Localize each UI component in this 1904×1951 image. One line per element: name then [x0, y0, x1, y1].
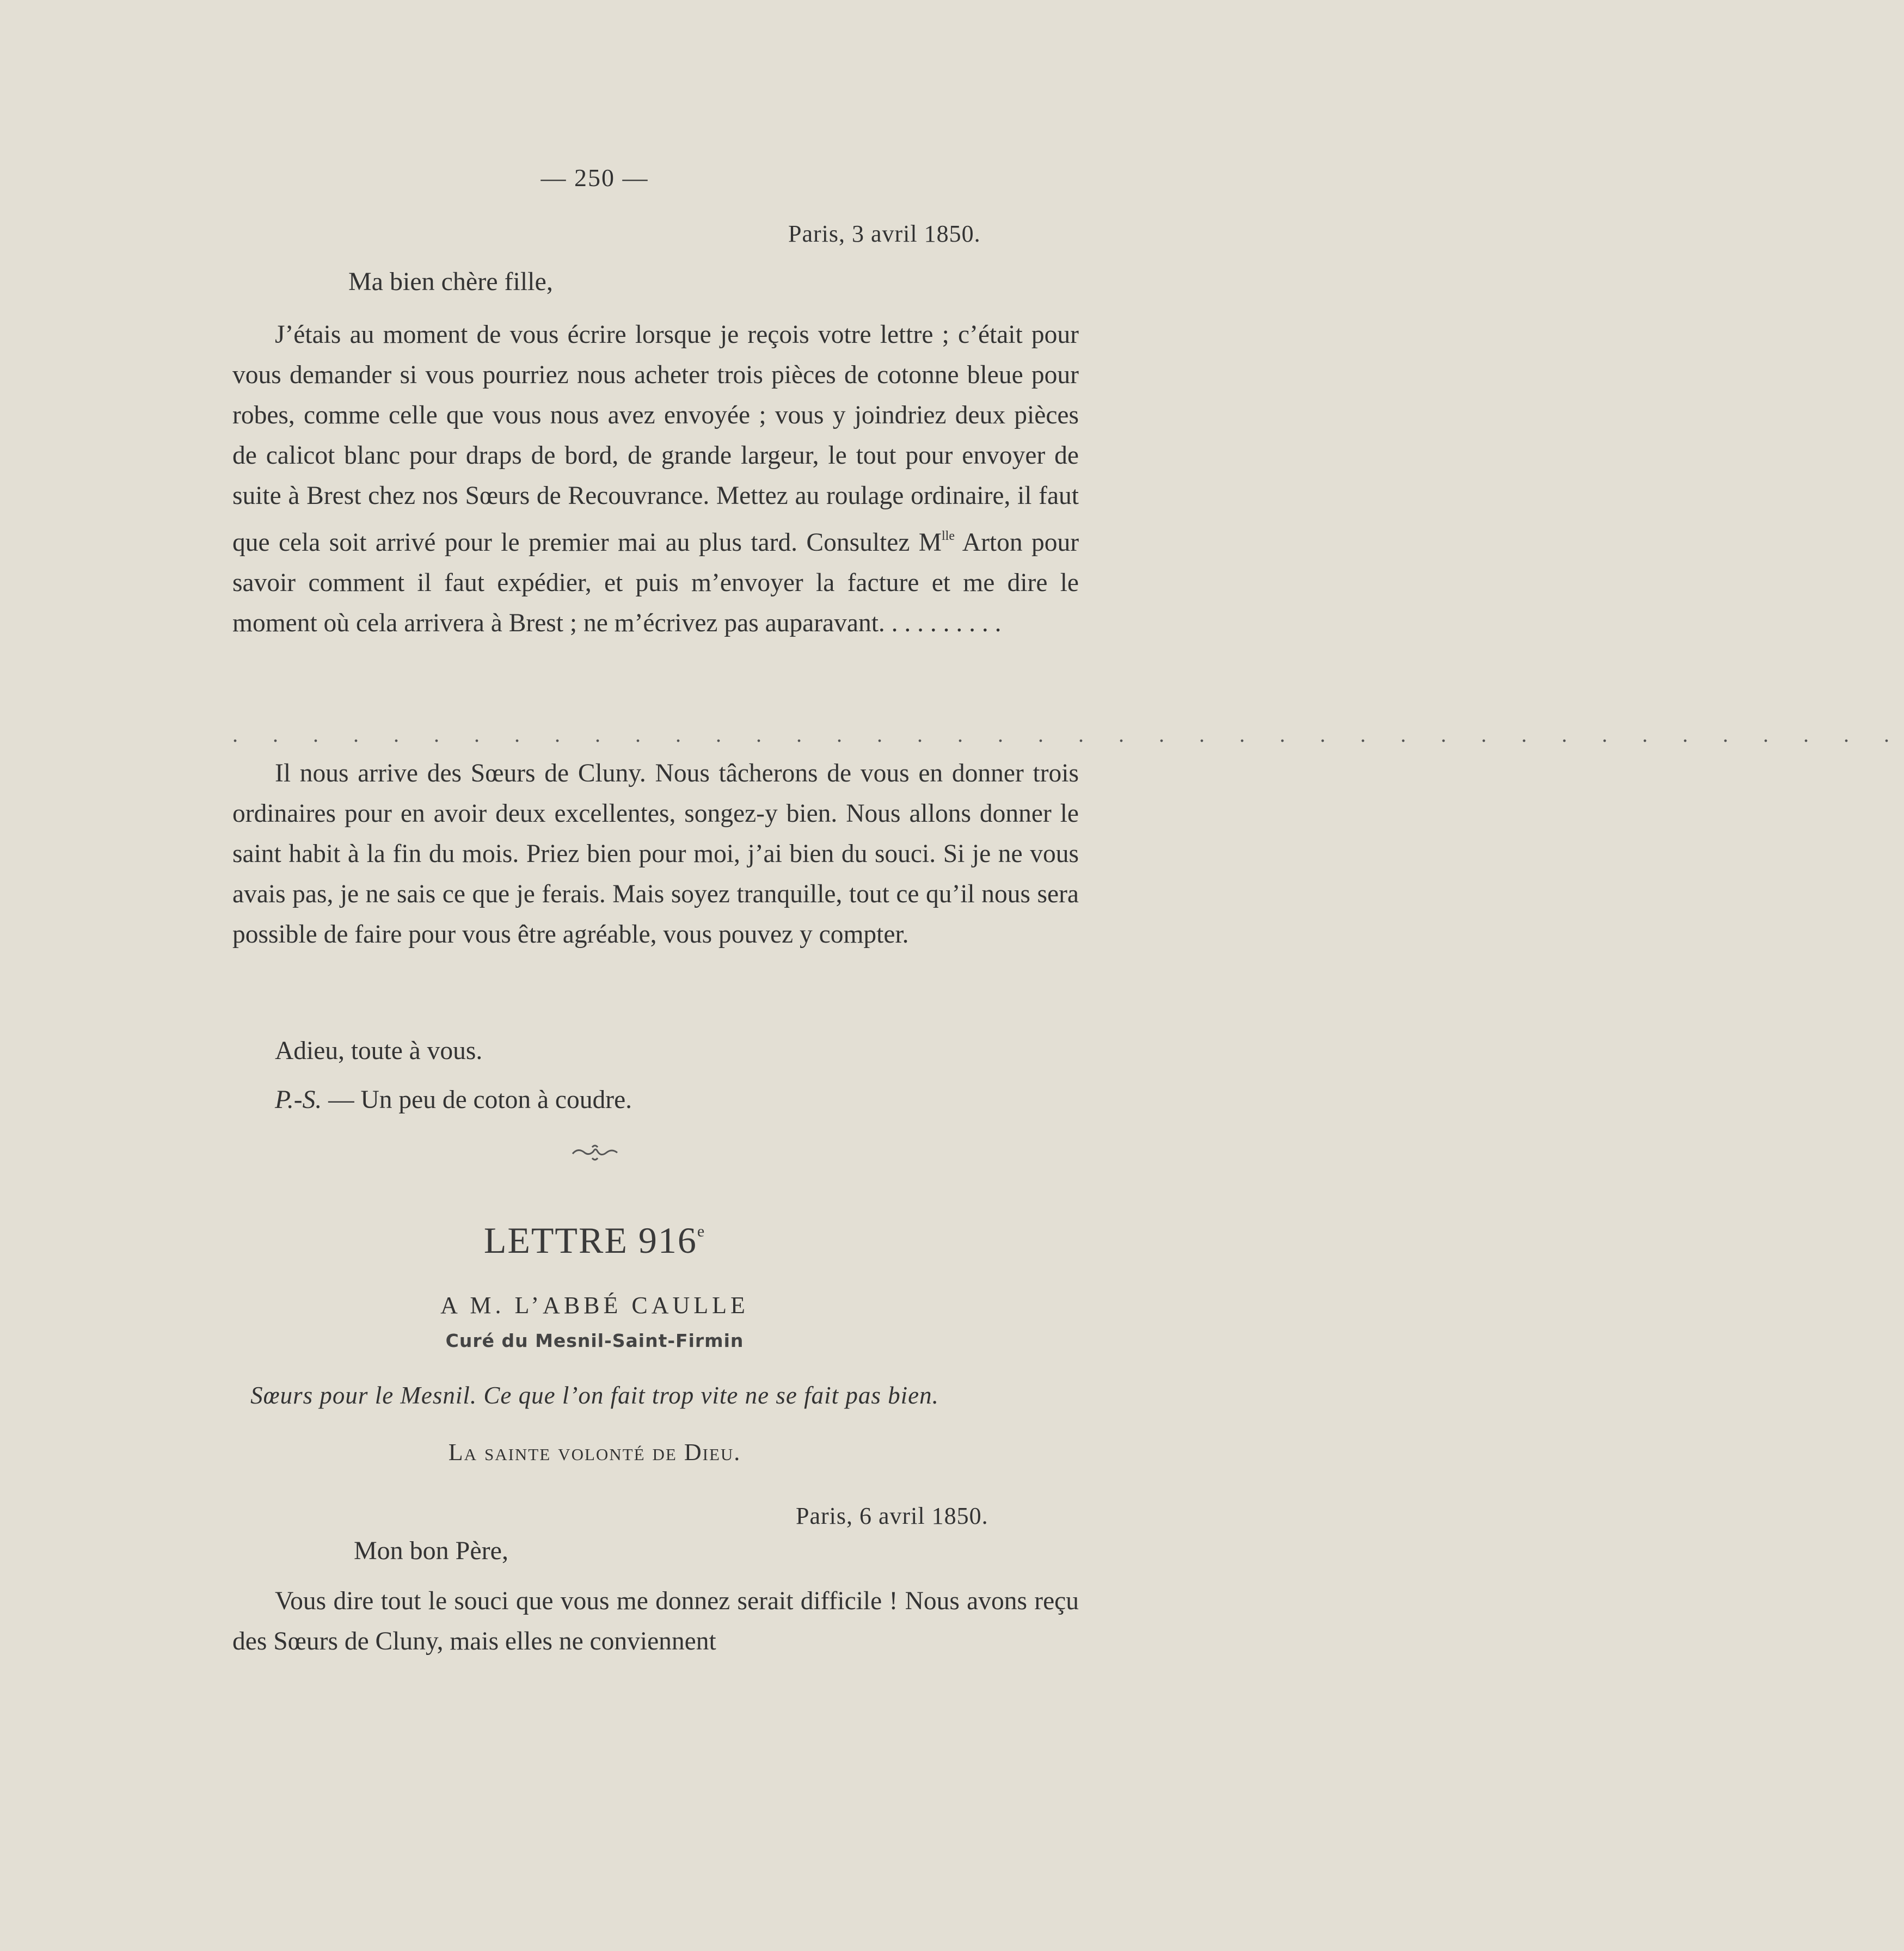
- letter1-closing: Adieu, toute à vous.: [275, 1037, 483, 1065]
- ornament-flourish-icon: [0, 1143, 1189, 1165]
- letter2-paragraph-1: Vous dire tout le souci que vous me donnez serait difficile ! Nous avons reçu des Sœurs de Cluny, mais elles ne conviennent: [232, 1587, 1079, 1655]
- letter2-recipient: A M. L’ABBÉ CAULLE: [440, 1292, 749, 1319]
- letter1-p1-text-a: J’étais au moment de vous écrire lorsque je reçois votre lettre ; c’était pour vous demander si vous pourriez nous acheter trois pièces de cotonne bleue pour robes, comme celle que vous nous avez envoyée ; vous y joindriez deux pièces de calicot blanc pour draps de bord, de grande largeur, le tout pour envoyer de suite à Brest chez nos Sœurs de Recouvrance. Mettez au roulage ordinaire, il faut que cela soit arrivé pour le premier mai au plus tard. Consultez M: [232, 321, 1079, 557]
- letter2-heading: [0, 1219, 1189, 1262]
- postscript-text: — Un peu de coton à coudre.: [322, 1086, 632, 1114]
- letter2-heading-sup: e: [697, 1222, 706, 1240]
- letter2-recipient-title: Curé du Mesnil-Saint-Firmin: [445, 1330, 744, 1351]
- letter2-motto: La sainte volonté de Dieu.: [448, 1439, 741, 1466]
- letter2-salutation: Mon bon Père,: [354, 1536, 508, 1565]
- letter1-date: Paris, 3 avril 1850.: [788, 220, 981, 247]
- letter1-salutation: Ma bien chère fille,: [348, 267, 553, 296]
- letter1-p1-text-b: Arton pour savoir comment il faut expédier, et puis m’envoyer la facture et me dire le moment où cela arrivera à Brest ; ne m’écrivez pas auparavant. . . . . . . . . .: [232, 528, 1079, 637]
- letter2-date: Paris, 6 avril 1850.: [796, 1503, 988, 1529]
- letter1-paragraph-1: [232, 315, 1079, 643]
- postscript-label: P.-S.: [275, 1086, 322, 1114]
- letter2-summary: Sœurs pour le Mesnil. Ce que l’on fait trop vite ne se fait pas bien.: [250, 1382, 939, 1409]
- letter2-heading-text: LETTRE 916: [483, 1220, 697, 1261]
- letter1-paragraph-2: Il nous arrive des Sœurs de Cluny. Nous tâcherons de vous en donner trois ordinaires pour en avoir deux excellentes, songez-y bien. Nous allons donner le saint habit à la fin du mois. Priez bien pour moi, j’ai bien du souci. Si je ne vous avais pas, je ne sais ce que je ferais. Mais soyez tranquille, tout ce qu’il nous sera possible de faire pour vous être agréable, vous pouvez y compter.: [232, 759, 1079, 949]
- letter1-postscript: [275, 1085, 632, 1115]
- elision-dots: . . . . . . . . . . . . . . . . . . . . . . . . . . . . . . . . . . . . . . . . . .: [232, 722, 1904, 747]
- page-number: — 250 —: [541, 164, 649, 192]
- flourish-svg: [570, 1143, 619, 1162]
- letter1-p1-superscript: lle: [942, 529, 955, 543]
